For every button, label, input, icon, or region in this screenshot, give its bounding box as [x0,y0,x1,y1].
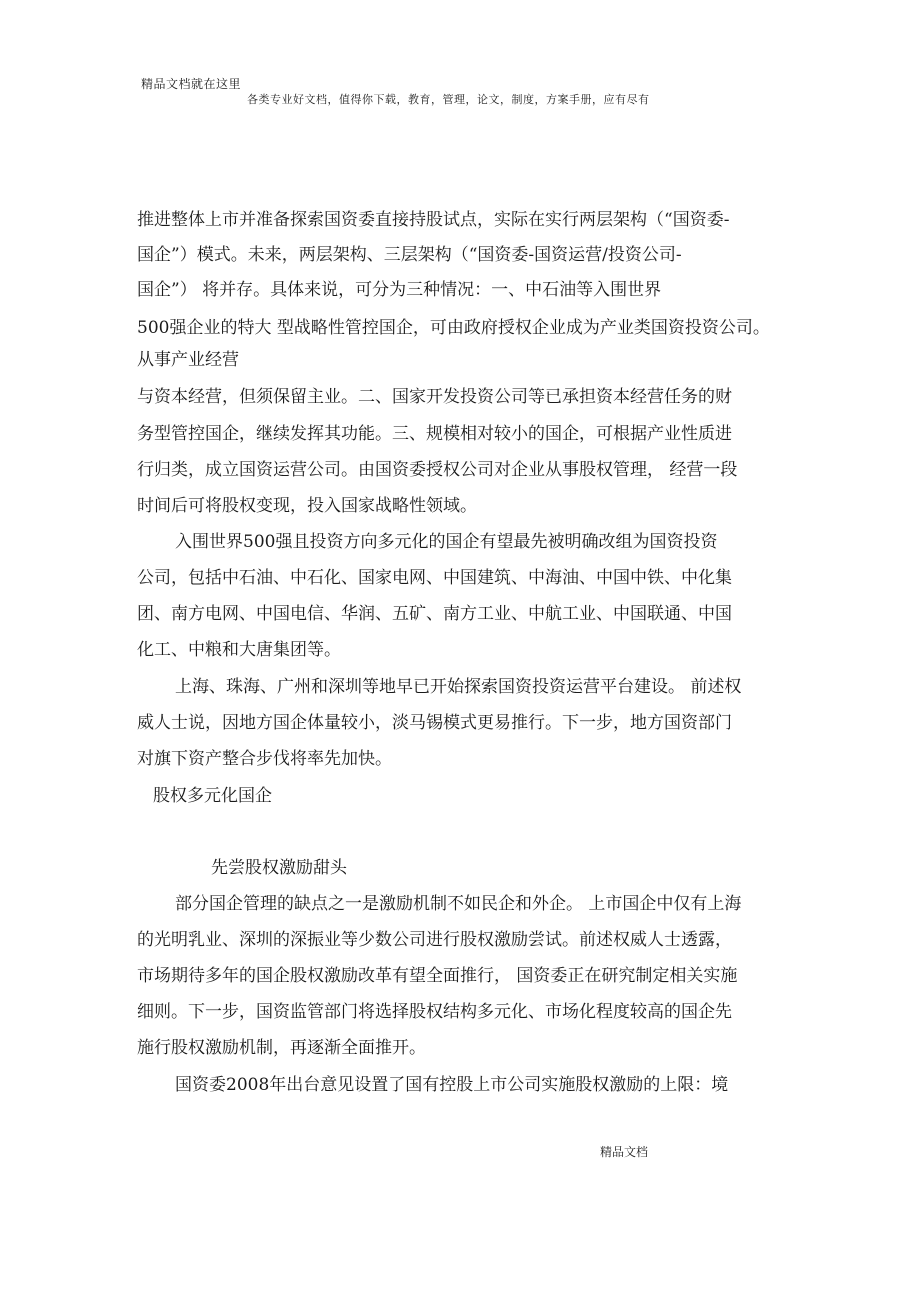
body-line: 的光明乳业、深圳的深振业等少数公司进行股权激励尝试。前述权威人士透露， [137,930,732,950]
body-line: 国企”）模式。未来，两层架构、三层架构（“国资委-国资运营/投资公司- [137,245,682,265]
body-line: 市场期待多年的国企股权激励改革有望全面推行， 国资委正在研究制定相关实施 [137,966,738,986]
body-line: 公司，包括中石油、中石化、国家电网、中国建筑、中海油、中国中铁、中化集 [137,568,732,588]
body-line: 入围世界500强且投资方向多元化的国企有望最先被明确改组为国资投资 [175,532,718,552]
body-line: 细则。下一步，国资监管部门将选择股权结构多元化、市场化程度较高的国企先 [137,1002,732,1022]
body-line: 国企”） 将并存。具体来说，可分为三种情况：一、中石油等入围世界 [137,280,662,300]
body-line: 上海、珠海、广州和深圳等地早已开始探索国资投资运营平台建设。 前述权 [175,677,742,697]
body-line: 从事产业经营 [137,350,239,370]
body-line: 对旗下资产整合步伐将率先加快。 [137,749,392,769]
section-heading: 股权多元化国企 [153,786,272,806]
body-line: 行归类，成立国资运营公司。由国资委授权公司对企业从事股权管理， 经营一段 [137,460,738,480]
body-line: 500强企业的特大 型战略性管控国企，可由政府授权企业成为产业类国资投资公司。 [137,318,770,338]
body-line: 国资委2008年出台意见设置了国有控股上市公司实施股权激励的上限：境 [175,1075,729,1095]
body-line: 推进整体上市并准备探索国资委直接持股试点，实际在实行两层架构（“国资委- [137,210,730,230]
header-subtitle: 各类专业好文档，值得你下载，教育，管理，论文，制度，方案手册，应有尽有 [247,93,650,106]
body-line: 化工、中粮和大唐集团等。 [137,640,341,660]
body-line: 团、南方电网、中国电信、华润、五矿、南方工业、中航工业、中国联通、中国 [137,604,732,624]
body-line: 与资本经营，但须保留主业。二、国家开发投资公司等已承担资本经营任务的财 [137,387,732,407]
section-heading: 先尝股权激励甜头 [211,858,347,878]
body-line: 务型管控国企，继续发挥其功能。三、规模相对较小的国企，可根据产业性质进 [137,424,732,444]
body-line: 部分国企管理的缺点之一是激励机制不如民企和外企。 上市国企中仅有上海 [175,894,742,914]
body-line: 时间后可将股权变现，投入国家战略性领域。 [137,496,477,516]
body-line: 威人士说，因地方国企体量较小，淡马锡模式更易推行。下一步，地方国资部门 [137,713,732,733]
header-top-left: 精品文档就在这里 [141,77,242,91]
body-line: 施行股权激励机制，再逐渐全面推开。 [137,1038,426,1058]
footer-label: 精品文档 [600,1145,649,1159]
